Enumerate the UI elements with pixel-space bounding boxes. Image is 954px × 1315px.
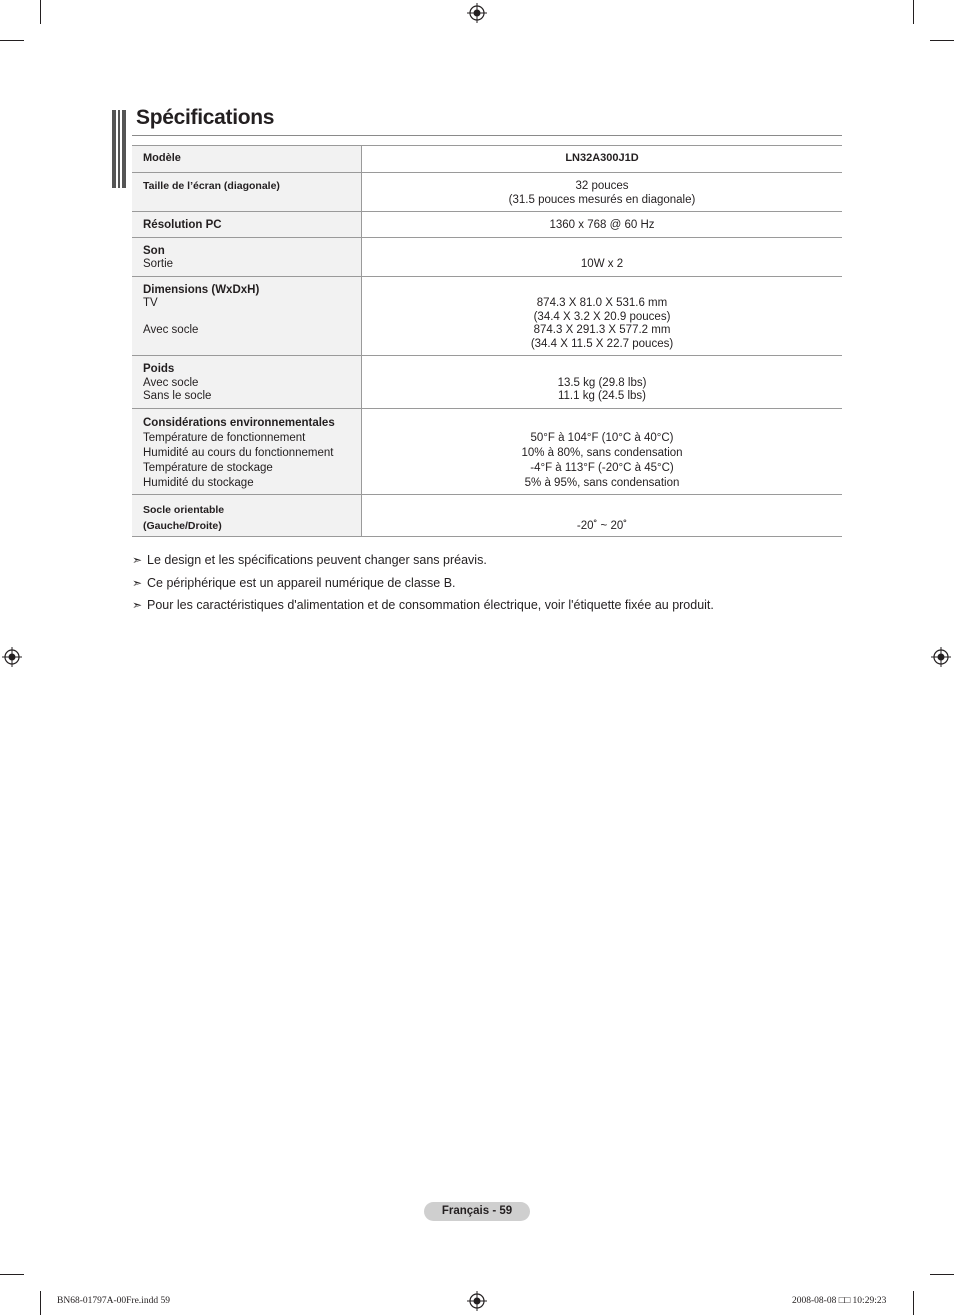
spec-label-cell (132, 146, 362, 173)
spec-label: Modèle (143, 152, 181, 165)
spec-value-cell (362, 146, 843, 173)
spec-label: Sortie (143, 258, 174, 270)
slug-filename: BN68-01797A-00Fre.indd 59 (57, 1296, 170, 1306)
spec-value: 11.1 kg (24.5 lbs) (557, 390, 646, 402)
spec-label: Résolution PC (143, 219, 222, 231)
spec-label: Humidité du stockage (143, 476, 254, 489)
note-text: Ce périphérique est un appareil numérique de classe B. (147, 575, 456, 590)
crop-mark (913, 1291, 914, 1315)
crop-mark (930, 40, 954, 41)
title-accent-bars (112, 110, 126, 188)
spec-row (132, 494, 842, 536)
spec-label: (Gauche/Droite) (143, 519, 222, 532)
note-item (132, 594, 714, 617)
registration-mark-icon (467, 3, 487, 23)
spec-label: Avec socle (143, 376, 199, 389)
spec-label-cell (132, 408, 362, 494)
spec-value-cell (362, 173, 843, 212)
spec-value: 10W x 2 (580, 258, 624, 270)
spec-value (362, 502, 842, 518)
spec-row (132, 356, 842, 409)
spec-value-cell (362, 276, 843, 356)
spec-value: LN32A300J1D (565, 152, 639, 165)
spec-label (143, 194, 361, 208)
registration-mark-icon (2, 647, 22, 667)
spec-value (362, 416, 842, 431)
spec-value: 50°F à 104°F (10°C à 40°C) (530, 431, 674, 444)
spec-row (132, 408, 842, 494)
spec-value: 874.3 X 291.3 X 577.2 mm (533, 324, 671, 336)
page-number-badge: Français - 59 (424, 1202, 530, 1221)
spec-value-cell (362, 356, 843, 409)
spec-value-cell (362, 408, 843, 494)
spec-label: TV (143, 297, 158, 309)
spec-value: 1360 x 768 @ 60 Hz (549, 219, 655, 231)
note-arrow-icon: ➣ (132, 553, 143, 568)
note-item (132, 549, 714, 572)
spec-value: 874.3 X 81.0 X 531.6 mm (536, 297, 668, 309)
crop-mark (0, 1274, 24, 1275)
spec-value: (31.5 pouces mesurés en diagonale) (508, 193, 696, 206)
spec-value: 13.5 kg (29.8 lbs) (557, 376, 647, 389)
note-text: Le design et les spécifications peuvent changer sans préavis. (147, 553, 487, 568)
spec-row (132, 146, 842, 173)
spec-label-cell (132, 276, 362, 356)
spec-label: Taille de l’écran (diagonale) (143, 180, 280, 192)
spec-value (362, 245, 842, 259)
spec-value (362, 284, 842, 298)
spec-label-cell (132, 494, 362, 536)
spec-label: Son (143, 244, 165, 257)
spec-value: (34.4 X 3.2 X 20.9 pouces) (533, 310, 671, 323)
spec-label-cell (132, 356, 362, 409)
spec-value: 32 pouces (575, 180, 629, 192)
page-title: Spécifications (136, 106, 275, 129)
title-divider (132, 135, 842, 136)
registration-mark-icon (931, 647, 951, 667)
crop-mark (0, 40, 24, 41)
registration-mark-icon (467, 1291, 487, 1311)
spec-label-cell (132, 237, 362, 276)
slug-datetime: 2008-08-08 □□ 10:29:23 (792, 1296, 887, 1306)
spec-value-cell (362, 212, 843, 238)
crop-mark (913, 0, 914, 24)
spec-label: Socle orientable (143, 503, 225, 516)
spec-row (132, 276, 842, 356)
spec-value (362, 363, 842, 377)
crop-mark (40, 1291, 41, 1315)
spec-row (132, 173, 842, 212)
spec-label: Considérations environnementales (143, 416, 335, 429)
spec-label: Température de fonctionnement (143, 431, 306, 444)
note-arrow-icon: ➣ (132, 575, 143, 590)
spec-label-cell (132, 173, 362, 212)
spec-value: 10% à 80%, sans condensation (521, 446, 683, 459)
spec-label: Avec socle (143, 324, 199, 336)
spec-label: Humidité au cours du fonctionnement (143, 446, 334, 459)
specifications-table (132, 145, 842, 537)
spec-row (132, 212, 842, 238)
spec-value: (34.4 X 11.5 X 22.7 pouces) (530, 337, 674, 350)
spec-row (132, 237, 842, 276)
spec-label: Sans le socle (143, 390, 212, 402)
spec-value: -4°F à 113°F (-20°C à 45°C) (530, 461, 674, 474)
spec-label: Température de stockage (143, 461, 273, 474)
note-arrow-icon: ➣ (132, 598, 143, 613)
spec-label (143, 338, 361, 352)
spec-value-cell (362, 494, 843, 536)
spec-value: -20˚ ~ 20˚ (576, 519, 628, 532)
crop-mark (40, 0, 41, 24)
crop-mark (930, 1274, 954, 1275)
spec-label: Dimensions (WxDxH) (143, 283, 260, 296)
spec-label (143, 311, 361, 325)
spec-value-cell (362, 237, 843, 276)
spec-label-cell (132, 212, 362, 238)
notes-list (132, 549, 714, 617)
note-item (132, 572, 714, 595)
spec-label: Poids (143, 363, 175, 375)
spec-value: 5% à 95%, sans condensation (524, 476, 680, 489)
note-text: Pour les caractéristiques d'alimentation et de consommation électrique, voir l'étiquette fixée au produit. (147, 598, 714, 613)
